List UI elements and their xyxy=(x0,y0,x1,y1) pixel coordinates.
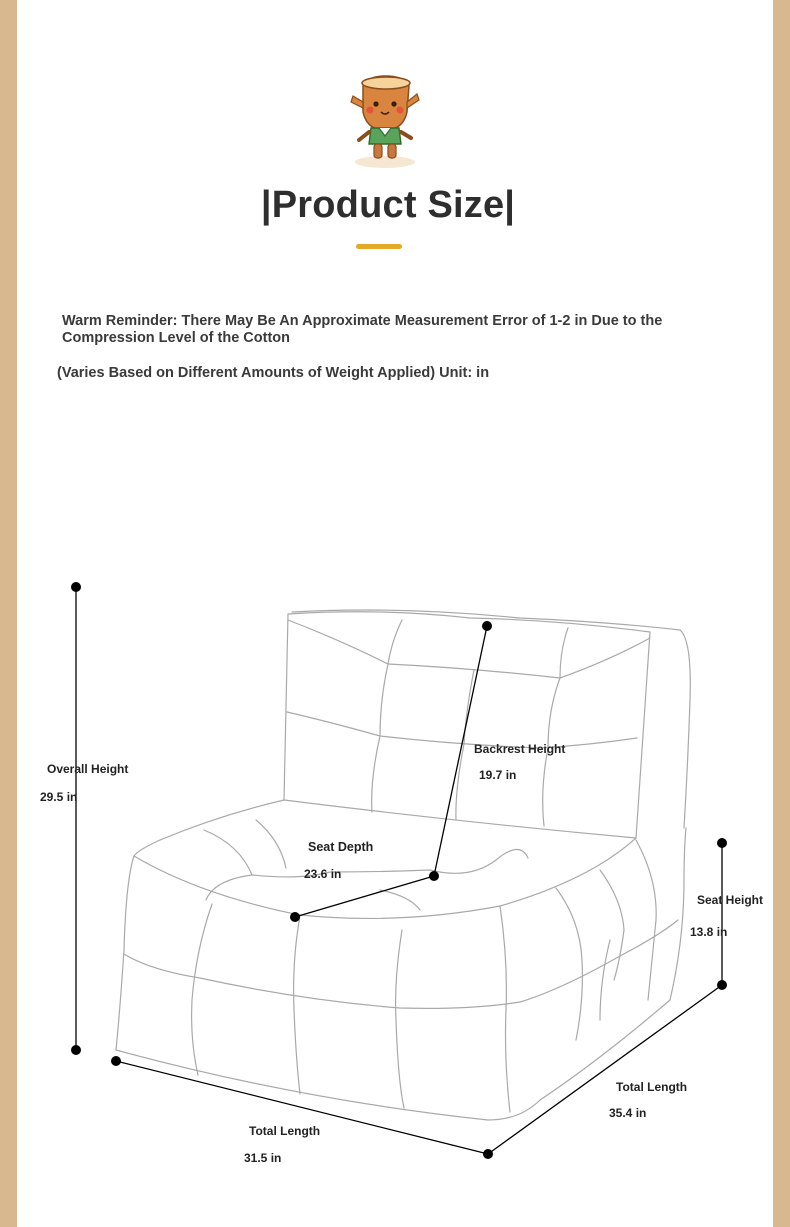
unit-note: (Varies Based on Different Amounts of Weight Applied) Unit: in xyxy=(57,365,490,381)
seat-depth-label: Seat Depth xyxy=(308,840,374,854)
seat-height-value: 13.8 in xyxy=(690,925,728,939)
seat-height-label: Seat Height xyxy=(697,893,764,907)
backrest-height-label: Backrest Height xyxy=(474,742,566,756)
total-length-side-label: Total Length xyxy=(616,1080,688,1094)
page-title: |Product Size| xyxy=(260,184,516,226)
seat-depth-value: 23.6 in xyxy=(304,867,342,881)
overall-height-label: Overall Height xyxy=(47,762,129,776)
backrest-height-value: 19.7 in xyxy=(479,768,517,782)
measurement-reminder: Warm Reminder: There May Be An Approximate Measurement Error of 1-2 in Due to the Compression Level of the Cotton xyxy=(62,313,663,346)
overall-height-value: 29.5 in xyxy=(40,790,78,804)
total-length-front-label: Total Length xyxy=(249,1124,321,1138)
total-length-front-value: 31.5 in xyxy=(244,1151,282,1165)
total-length-side-value: 35.4 in xyxy=(609,1106,647,1120)
sofa-outline xyxy=(116,610,690,1120)
